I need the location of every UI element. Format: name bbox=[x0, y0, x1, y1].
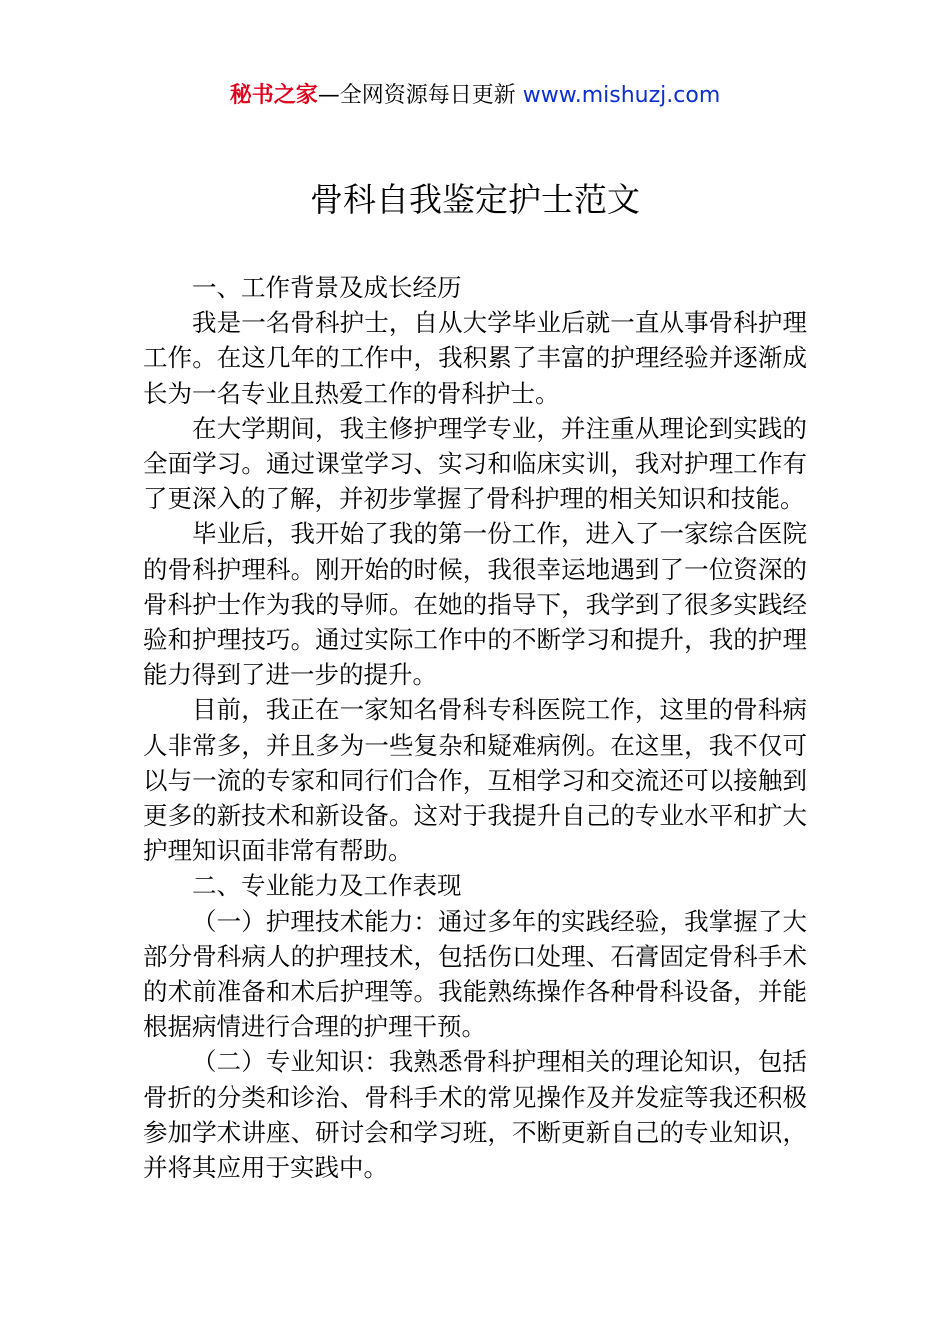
paragraph: （一）护理技术能力：通过多年的实践经验，我掌握了大部分骨科病人的护理技术，包括伤口处理、石膏固定骨科手术的术前准备和术后护理等。我能熟练操作各种骨科设备，并能根据病情进行合理的护理干预。 bbox=[143, 906, 807, 1042]
section-heading-background: 一、工作背景及成长经历 bbox=[192, 273, 462, 302]
paragraph: 我是一名骨科护士，自从大学毕业后就一直从事骨科护理工作。在这几年的工作中，我积累了丰富的护理经验并逐渐成长为一名专业且热爱工作的骨科护士。 bbox=[143, 308, 807, 408]
document-body bbox=[143, 270, 807, 1185]
section-heading-ability: 二、专业能力及工作表现 bbox=[192, 871, 462, 901]
site-tagline: —全网资源每日更新 bbox=[317, 83, 516, 108]
site-brand: 秘书之家 bbox=[229, 83, 318, 108]
paragraph: 在大学期间，我主修护理学专业，并注重从理论到实践的全面学习。通过课堂学习、实习和临床实训，我对护理工作有了更深入的了解，并初步掌握了骨科护理的相关知识和技能。 bbox=[143, 413, 807, 514]
site-header bbox=[0, 80, 950, 112]
paragraph: 目前，我正在一家知名骨科专科医院工作，这里的骨科病人非常多，并且多为一些复杂和疑难病例。在这里，我不仅可以与一流的专家和同行们合作，互相学习和交流还可以接触到更多的新技术和新设备。这对于我提升自己的专业水平和扩大护理知识面非常有帮助。 bbox=[143, 695, 807, 866]
document-title: 骨科自我鉴定护士范文 bbox=[310, 180, 640, 219]
paragraph: （二）专业知识：我熟悉骨科护理相关的理论知识，包括骨折的分类和诊治、骨科手术的常见操作及并发症等我还积极参加学术讲座、研讨会和学习班，不断更新自己的专业知识，并将其应用于实践中。 bbox=[143, 1047, 807, 1183]
site-url-link[interactable]: www.mishuzj.com bbox=[522, 83, 721, 108]
paragraph: 毕业后，我开始了我的第一份工作，进入了一家综合医院的骨科护理科。刚开始的时候，我很幸运地遇到了一位资深的骨科护士作为我的导师。在她的指导下，我学到了很多实践经验和护理技巧。通过实际工作中的不断学习和提升，我的护理能力得到了进一步的提升。 bbox=[143, 519, 807, 690]
